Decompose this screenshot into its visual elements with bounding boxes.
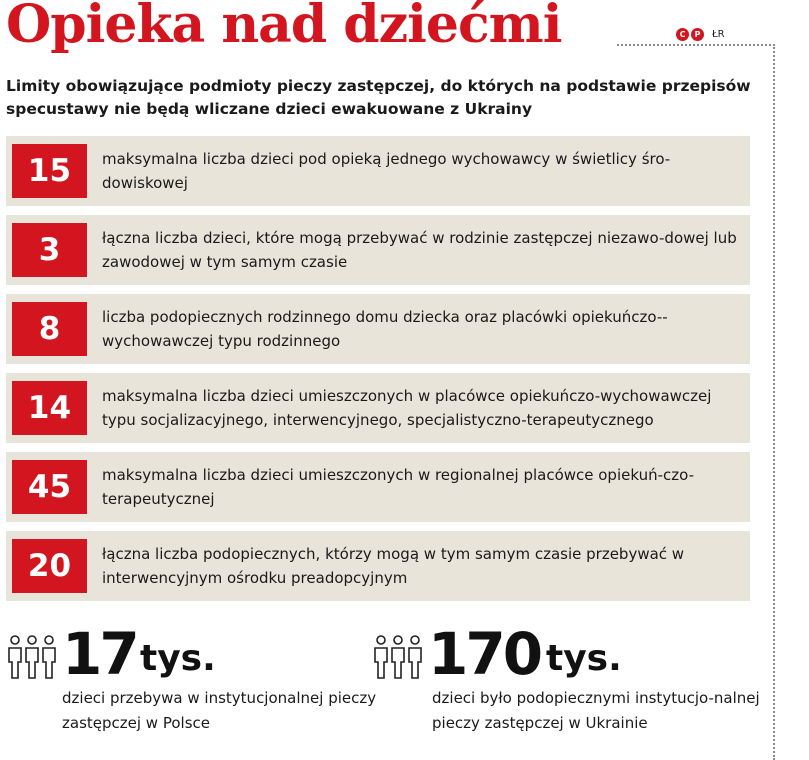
limit-row [6, 373, 750, 443]
limit-number: 8 [12, 302, 87, 356]
people-group-icon [6, 634, 58, 680]
limit-row [6, 215, 750, 285]
limit-number: 14 [12, 381, 87, 435]
limit-row [6, 136, 750, 206]
stat-number: 170 [428, 620, 541, 688]
stat-number: 17 [62, 620, 137, 688]
people-group-icon [372, 634, 424, 680]
limits-list [6, 136, 750, 610]
frame-border-top [617, 44, 775, 46]
publisher-badge: P [691, 28, 704, 41]
limit-description: liczba podopiecznych rodzinnego domu dziecka oraz placówki opiekuńczo--wychowawczej typu rodzinnego [102, 308, 668, 350]
stat-description: dzieci przebywa w instytucjonalnej pieczy zastępczej w Polsce [62, 689, 377, 732]
subtitle: Limity obowiązujące podmioty pieczy zastępczej, do których na podstawie przepisów specustawy nie będą wliczane dzieci ewakuowane z Ukrainy [6, 77, 751, 118]
limit-row [6, 452, 750, 522]
stat-poland [6, 620, 386, 756]
limit-description: maksymalna liczba dzieci umieszczonych w regionalnej placówce opiekuń-czo-terapeutycznej [102, 466, 694, 508]
limit-description: maksymalna liczba dzieci umieszczonych w placówce opiekuńczo-wychowawczej typu socjalizacyjnego, interwencyjnego, specjalistyczno-terapeutycznego [102, 387, 712, 429]
limit-number: 15 [12, 144, 87, 198]
limit-description: łączna liczba podopiecznych, którzy mogą w tym samym czasie przebywać w interwencyjnym ośrodku preadopcyjnym [102, 545, 685, 587]
stat-description: dzieci było podopiecznymi instytucjo-nalnej pieczy zastępczej w Ukrainie [432, 689, 760, 732]
limit-number: 3 [12, 223, 87, 277]
limit-number: 20 [12, 539, 87, 593]
limit-row [6, 294, 750, 364]
limit-number: 45 [12, 460, 87, 514]
page-title: Opieka nad dziećmi [6, 0, 562, 55]
author-initials: ŁR [712, 29, 725, 40]
stat-unit: tys. [546, 638, 622, 679]
stat-ukraine [372, 620, 772, 756]
limit-description: łączna liczba dzieci, które mogą przebywać w rodzinie zastępczej niezawo-dowej lub zawodowej w tym samym czasie [102, 229, 737, 271]
stat-unit: tys. [140, 638, 216, 679]
copyright-badge: C [676, 28, 689, 41]
limit-row [6, 531, 750, 601]
limit-description: maksymalna liczba dzieci pod opieką jednego wychowawcy w świetlicy śro-dowiskowej [102, 150, 671, 192]
frame-border-right [773, 44, 775, 760]
credits [676, 28, 725, 41]
